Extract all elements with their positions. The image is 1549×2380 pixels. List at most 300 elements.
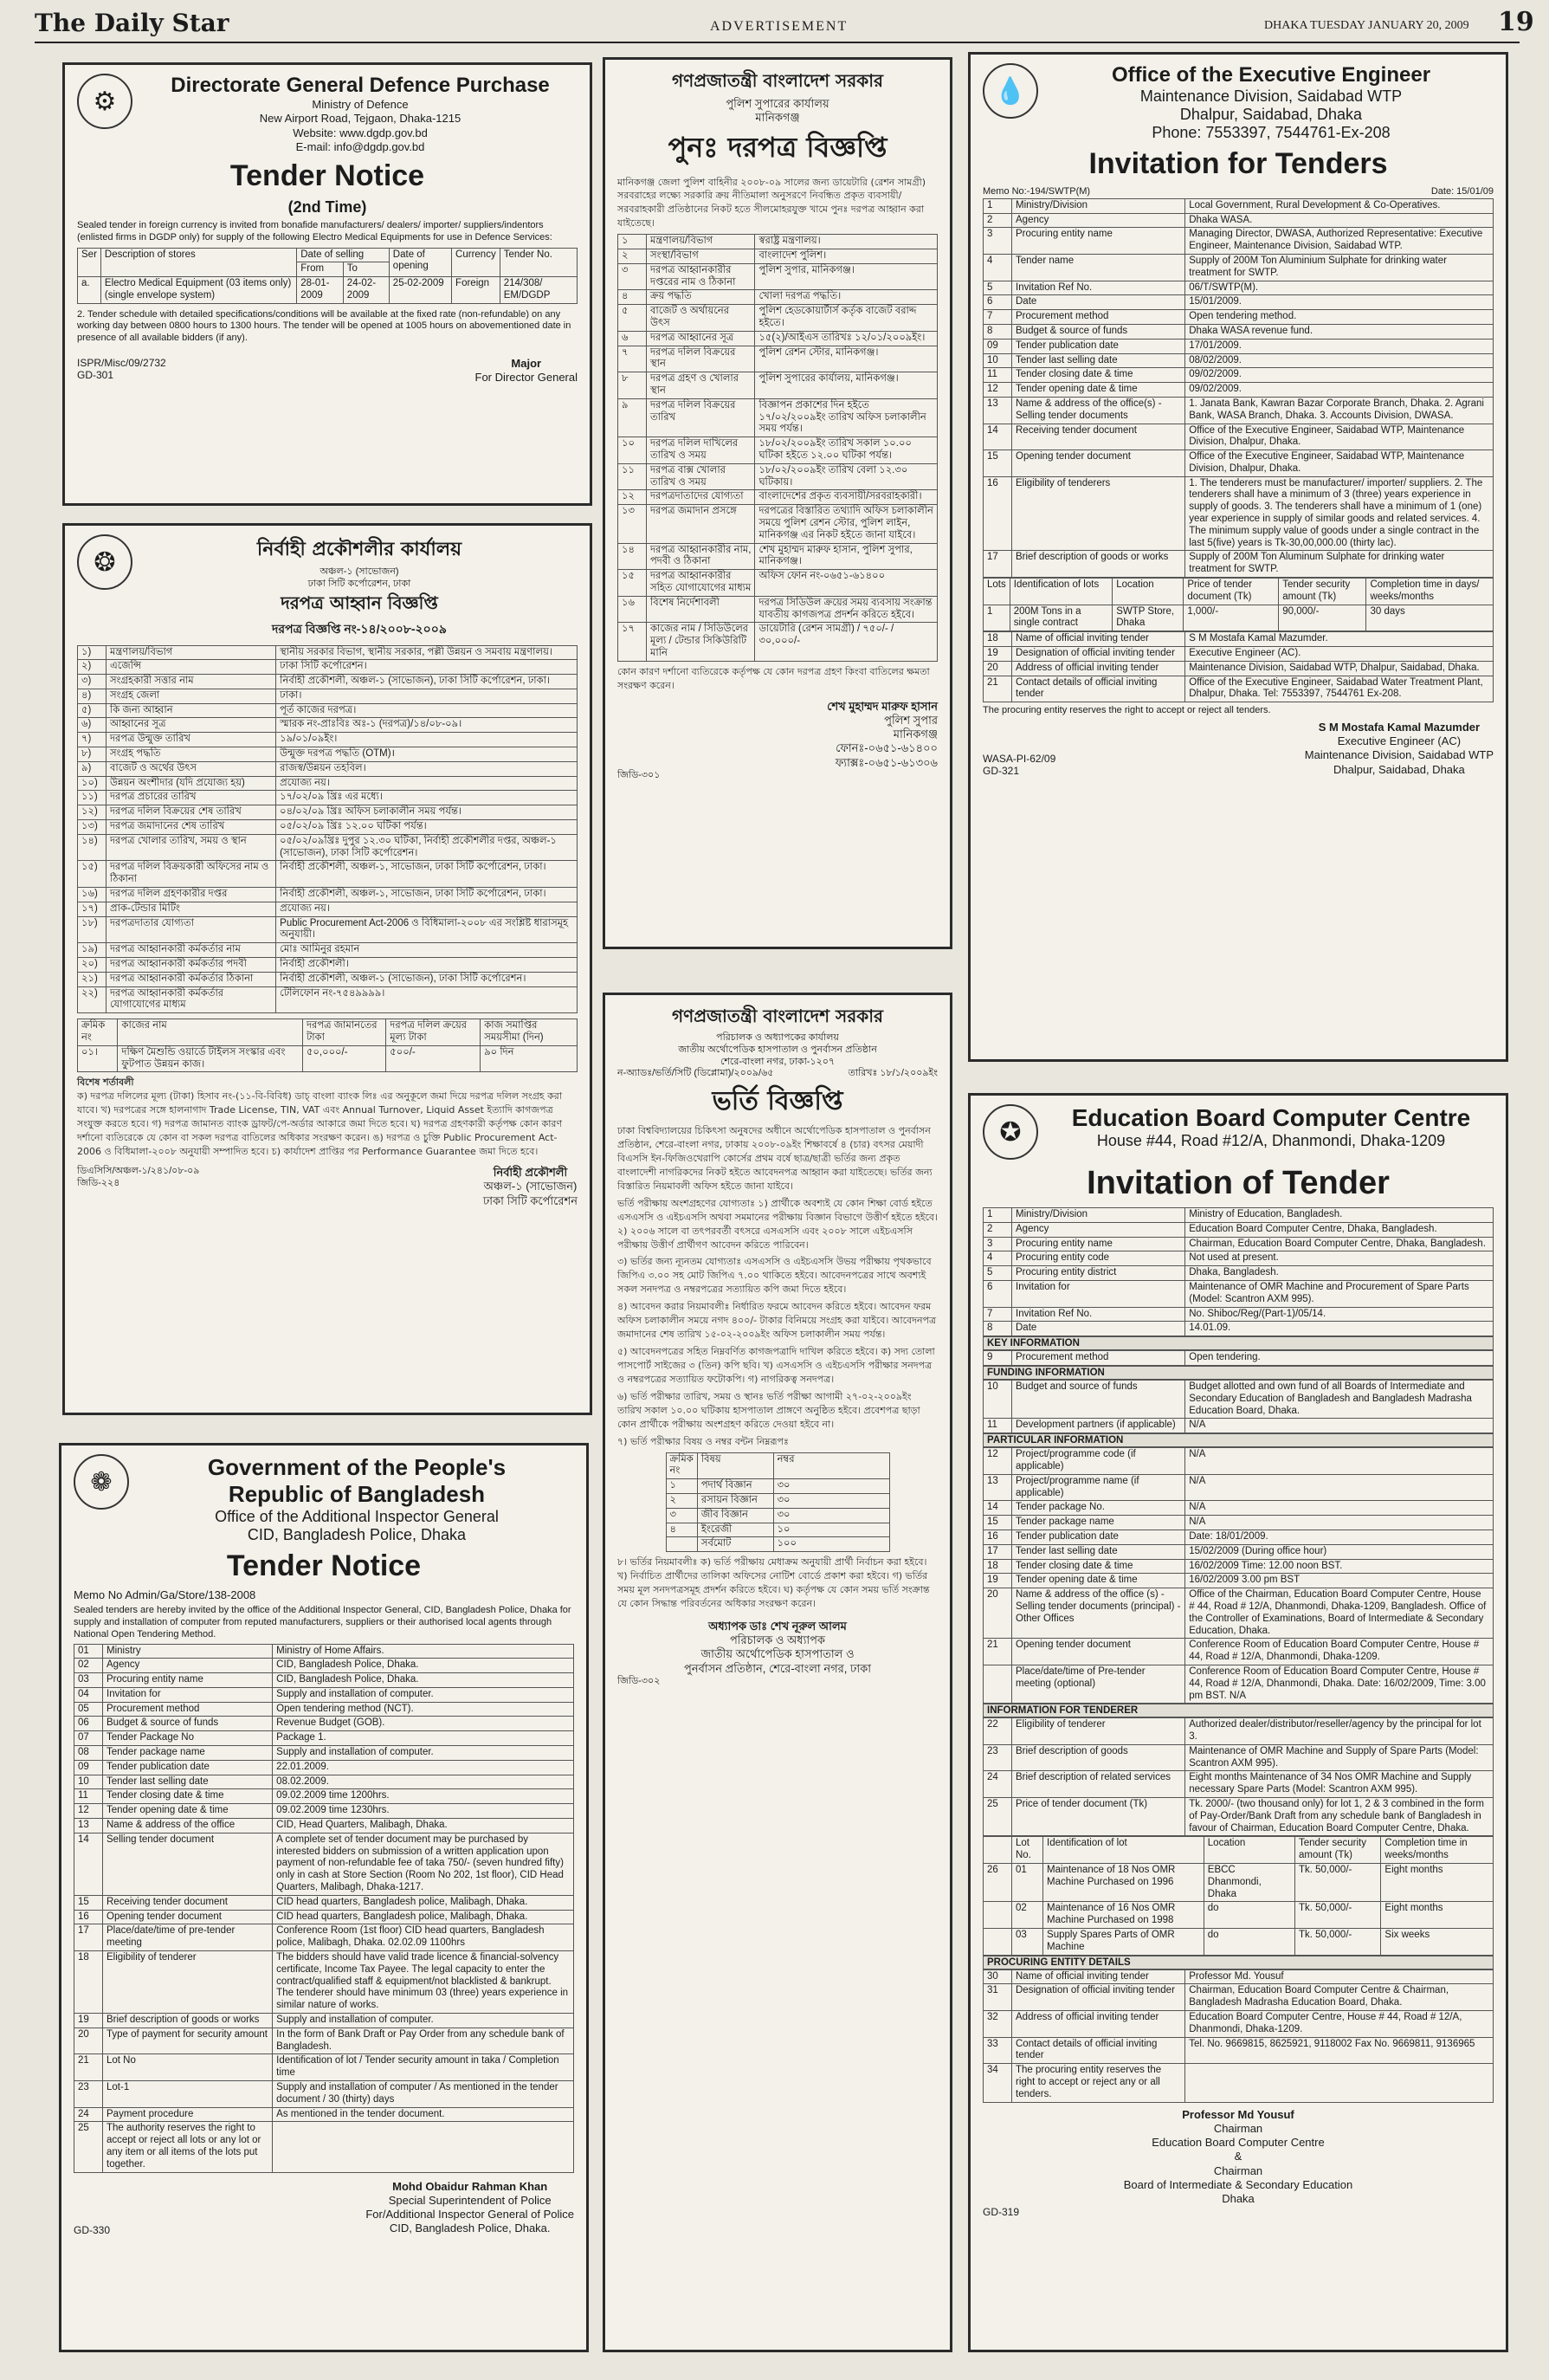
cell: প্রযোজ্য নয়।: [276, 902, 578, 916]
cell: শেখ মুহাম্মদ মারুফ হাসান, পুলিশ সুপার, মানিকগঞ্জ।: [755, 543, 938, 570]
cell: 20: [984, 661, 1012, 676]
hospital-admission-notice: [603, 993, 952, 2352]
cell: Tender closing date & time: [1012, 368, 1185, 383]
table-row: [74, 2054, 574, 2081]
cell: 9: [984, 1351, 1012, 1366]
table-row: [984, 1237, 1494, 1251]
cell: 2: [984, 1222, 1012, 1237]
table-row: [984, 1351, 1494, 1366]
cell: ডায়েটারি (রেশন সামগ্রী) / ৭৫০/- / ৩০,০০০/-: [755, 623, 938, 661]
cell: 16/02/2009 3.00 pm BST: [1185, 1574, 1494, 1588]
cell: CID, Bangladesh Police, Dhaka.: [273, 1673, 574, 1688]
table-row: [618, 505, 938, 543]
col-header: Location: [1204, 1837, 1294, 1864]
hospital-section: ৬) ভর্তি পরীক্ষার তারিখ, সময় ও স্থানঃ ভর্তি পরীক্ষা আগামী ২৭-০২-২০০৯ইং তারিখ সকাল ১০.০০ ঘটিকায় হাসপাতাল প্রাঙ্গণে অনুষ্ঠিত হইবে। প্রবেশপত্র ছাড়া কোন প্রার্থীকে পরীক্ষায় অংশগ্রহণ করিতে দেওয়া হইবে না।: [617, 1390, 920, 1430]
cell: Tender package name: [1012, 1516, 1185, 1530]
table-row: [74, 2081, 574, 2108]
cell: ২২): [78, 986, 106, 1013]
dgdp-line: Website: www.dgdp.gov.bd: [293, 126, 428, 139]
wasa-title: Office of the Executive Engineer: [1111, 63, 1431, 87]
cell: Tk. 50,000/-: [1294, 1929, 1380, 1956]
table-row: [984, 632, 1494, 647]
table-row: [78, 834, 578, 861]
govt-emblem-icon: ❁: [74, 1454, 129, 1510]
cell: 8: [984, 1322, 1012, 1336]
table-row: [78, 820, 578, 835]
cell: 06: [74, 1717, 103, 1731]
cell: Invitation Ref No.: [1012, 1307, 1185, 1322]
table-row: [618, 331, 938, 346]
table-row: [78, 943, 578, 958]
ebcc-code: GD-319: [983, 2206, 1020, 2219]
cell: ১১: [618, 463, 647, 490]
cell: Supply and installation of computer.: [273, 2014, 574, 2028]
table-row: [984, 324, 1494, 339]
cell: Procuring entity name: [103, 1673, 273, 1688]
cell: 31: [984, 1984, 1012, 2011]
col-header: To: [343, 262, 389, 277]
cell: 14: [74, 1833, 103, 1895]
wasa-ref: WASA-PI-62/09: [983, 752, 1056, 765]
cell: দরপত্র প্রচারের তারিখ: [106, 791, 276, 805]
cell: Ministry/Division: [1012, 1208, 1185, 1223]
cell: ০৪/০২/০৯ খ্রিঃ অফিস চলাকালীন সময় পর্যন্ত।: [276, 805, 578, 820]
dcc-title: নির্বাহী প্রকৌশলীর কার্যালয়: [256, 539, 462, 560]
cell: Tender name: [1012, 254, 1185, 281]
ebcc-heading: Invitation of Tender: [1087, 1165, 1390, 1201]
police-signer: শেখ মুহাম্মদ মারুফ হাসান: [827, 699, 938, 713]
cell: do: [1204, 1929, 1294, 1956]
cell: Eight months: [1381, 1902, 1494, 1929]
cell: Open tendering method (NCT).: [273, 1702, 574, 1717]
col-header: Completion time in weeks/months: [1381, 1837, 1494, 1864]
cell: ১৫): [78, 861, 106, 888]
cell: সংগ্রহ পদ্ধতি: [106, 747, 276, 762]
cell: Procuring entity district: [1012, 1266, 1185, 1281]
cell: 19: [984, 647, 1012, 662]
cell: দরপত্র আহ্বানকারীর নাম, পদবী ও ঠিকানা: [647, 543, 755, 570]
cell: ২: [618, 249, 647, 264]
table-row: [984, 450, 1494, 477]
cell: 23: [984, 1744, 1012, 1771]
table-row: [984, 1744, 1494, 1771]
cell: 09: [984, 339, 1012, 353]
cell: 09.02.2009 time 1200hrs.: [273, 1789, 574, 1804]
cell: Tender package name: [103, 1746, 273, 1761]
cell: Procurement method: [1012, 1351, 1185, 1366]
cell: 16: [74, 1910, 103, 1924]
table-row: [78, 776, 578, 791]
col-header: বিষয়: [697, 1452, 773, 1479]
cell: কাজের নাম / সিডিউলের মূল্য / টেন্ডার সিকিউরিটি মানি: [647, 623, 755, 661]
cell: Executive Engineer (AC).: [1185, 647, 1494, 662]
cell: ৪: [618, 290, 647, 305]
cell: 17: [74, 1924, 103, 1951]
cell: 08.02.2009.: [273, 1775, 574, 1789]
table-row: [984, 1771, 1494, 1798]
table-row: [984, 1559, 1494, 1574]
cell: 214/308/ EM/DGDP: [500, 277, 577, 304]
cell: সংগ্রহকারী সত্তার নাম: [106, 675, 276, 689]
cell: Name & address of the office: [103, 1819, 273, 1834]
cell: Supply of 200M Ton Aluminum Sulphate for drinking water treatment for SWTP.: [1185, 551, 1494, 578]
table-row: [78, 718, 578, 733]
cell: 09.02.2009 time 1230hrs.: [273, 1804, 574, 1819]
wasa-signer-line: Dhalpur, Saidabad, Dhaka: [1333, 762, 1465, 776]
cell: 18: [74, 1951, 103, 2014]
cell: 1: [984, 1208, 1012, 1223]
cell: সংস্থা/বিভাগ: [647, 249, 755, 264]
cell: Date: [1012, 1322, 1185, 1336]
cell: 25: [984, 1798, 1012, 1836]
hospital-ref: ন-অ্যাডঃ/ভর্তি/সিটি (ডিপ্লোমা)/২০০৯/৬৫: [617, 1068, 774, 1079]
table-row: [78, 660, 578, 675]
cell: ৬: [618, 331, 647, 346]
cell: দরপত্র দলিল বিক্রয়ের শেষ তারিখ: [106, 805, 276, 820]
table-row: [984, 1501, 1494, 1516]
cell: Education Board Computer Centre, Dhaka, Bangladesh.: [1185, 1222, 1494, 1237]
cell: Chairman, Education Board Computer Centre, Dhaka, Bangladesh.: [1185, 1237, 1494, 1251]
hospital-heading: ভর্তি বিজ্ঞপ্তি: [712, 1086, 843, 1116]
cid-sub2: CID, Bangladesh Police, Dhaka: [247, 1526, 467, 1543]
wasa-signer: S M Mostafa Kamal Mazumder: [1318, 720, 1481, 734]
cell: Budget & source of funds: [1012, 324, 1185, 339]
cell: ০৫/০২/০৯ খ্রিঃ ১২.০০ ঘটিকা পর্যন্ত।: [276, 820, 578, 835]
section-title: PARTICULAR INFORMATION: [983, 1433, 1494, 1447]
cell: ২১): [78, 972, 106, 986]
table-row: [618, 372, 938, 399]
cell: 14.01.09.: [1185, 1322, 1494, 1336]
cell: Ministry/Division: [1012, 198, 1185, 213]
cell: স্থানীয় সরকার বিভাগ, স্থানীয় সরকার, পল্লী উন্নয়ন ও সমবায় মন্ত্রণালয়।: [276, 645, 578, 660]
hospital-signer: অধ্যাপক ডাঃ শেখ নূরুল আলম: [708, 1619, 847, 1633]
table-row: [78, 761, 578, 776]
cell: 6: [984, 1280, 1012, 1307]
dcc-ref: দরপত্র বিজ্ঞপ্তি নং-১৪/২০০৮-২০০৯: [272, 621, 447, 636]
dcc-signer-line: ঢাকা সিটি কর্পোরেশন: [482, 1193, 578, 1207]
table-row: [984, 1516, 1494, 1530]
table-row: [618, 623, 938, 661]
cell: দরপত্রের বিস্তারিত তথ্যাদি অফিস চলাকালীন সময়ে পুলিশ রেশন স্টোর, পুলিশ লাইন, মানিকগঞ্জ এর নিকট হইতে জানা যাইবে।: [755, 505, 938, 543]
cell: ১২: [618, 490, 647, 505]
table-row: [618, 346, 938, 372]
cell: 24-02-2009: [343, 277, 389, 304]
table-row: [984, 1588, 1494, 1639]
cell: ৯: [618, 398, 647, 437]
cid-tender-notice: [59, 1443, 589, 2352]
cell: Brief description of goods or works: [1012, 551, 1185, 578]
table-row: [984, 1798, 1494, 1836]
cell: Office of the Executive Engineer, Saidabad WTP, Maintenance Division, Dhalpur, Dhaka.: [1185, 450, 1494, 477]
cell: Supply and installation of computer.: [273, 1746, 574, 1761]
col-header: Location: [1113, 579, 1184, 605]
table-row: [984, 1929, 1494, 1956]
cell: 8: [984, 324, 1012, 339]
cell: a.: [78, 277, 101, 304]
cell: বাজেট ও অর্থায়নের উৎস: [647, 305, 755, 332]
police-heading: পুনঃ দরপত্র বিজ্ঞপ্তি: [668, 130, 887, 164]
wasa-code: GD-321: [983, 764, 1020, 777]
cell: ৩: [618, 263, 647, 290]
cell: Invitation Ref No.: [1012, 281, 1185, 295]
cid-code: GD-330: [74, 2223, 111, 2236]
cell: নির্বাহী প্রকৌশলী, অঞ্চল-১ (সাভোজন), ঢাকা সিটি কর্পোরেশন, ঢাকা।: [276, 675, 578, 689]
cell: N/A: [1185, 1419, 1494, 1433]
table-row: [984, 1380, 1494, 1418]
cell: Education Board Computer Centre, House # 44, Road # 12/A, Dhanmondi, Dhaka-1209.: [1185, 2011, 1494, 2038]
wasa-signer-line: Executive Engineer (AC): [1337, 734, 1462, 748]
table-row: [984, 1222, 1494, 1237]
cell: ৪: [666, 1523, 697, 1537]
cell: মোঃ আমিনুর রহমান: [276, 943, 578, 958]
cell: Revenue Budget (GOB).: [273, 1717, 574, 1731]
cell: 24: [74, 2107, 103, 2122]
cell: Procurement method: [1012, 310, 1185, 325]
cell: 07: [74, 1731, 103, 1746]
cell: 15/02/2009 (During office hour): [1185, 1544, 1494, 1559]
cell: বাংলাদেশ পুলিশ।: [755, 249, 938, 264]
police-intro: মানিকগঞ্জ জেলা পুলিশ বাহিনীর ২০০৮-০৯ সালের জন্য ডায়েটারি (রেশন সামগ্রী) সরবরাহের লক্ষ্যে সরকারি ক্রয় নীতিমালা অনুসরণে নিবন্ধিত প্রকৃত ব্যবসায়ী/সরবরাহকারী প্রতিষ্ঠানের নিকট হতে সীলমোহরযুক্ত খামে পুনঃ দরপত্র আহ্বান করা যাইতেছে।: [617, 176, 926, 230]
section-title: FUNDING INFORMATION: [983, 1366, 1494, 1380]
wasa-official-table: [983, 631, 1494, 702]
cell: দরপত্র আহ্বানকারী কর্মকর্তার যোগাযোগের মাধ্যম: [106, 986, 276, 1013]
cell: Tk. 50,000/-: [1294, 1864, 1380, 1902]
table-row: [74, 1659, 574, 1673]
table-row: [618, 398, 938, 437]
cell: 13: [74, 1819, 103, 1834]
cell: 14: [984, 1501, 1012, 1516]
cell: Lot-1: [103, 2081, 273, 2108]
cell: দরপত্র আহ্বানকারী কর্মকর্তার ঠিকানা: [106, 972, 276, 986]
cell: Budget and source of funds: [1012, 1380, 1185, 1418]
ebcc-signer: Professor Md Yousuf: [1182, 2107, 1294, 2121]
cell: দরপত্র উন্মুক্ত তারিখ: [106, 733, 276, 747]
hospital-signer-line: পুনর্বাসন প্রতিষ্ঠান, শেরে-বাংলা নগর, ঢাকা: [684, 1661, 871, 1675]
table-row: [984, 1322, 1494, 1336]
table-row: [984, 383, 1494, 398]
cell: ১): [78, 645, 106, 660]
cell: Budget & source of funds: [103, 1717, 273, 1731]
cell: 18: [984, 632, 1012, 647]
wasa-signer-line: Maintenance Division, Saidabad WTP: [1304, 748, 1494, 762]
dcc-tender-notice: [62, 523, 592, 1415]
table-row: [984, 1984, 1494, 2011]
table-row: [74, 1804, 574, 1819]
table-row: [984, 1718, 1494, 1745]
table-row: [618, 596, 938, 623]
cell: ১৭/০২/০৯ খ্রিঃ এর মধ্যে।: [276, 791, 578, 805]
cell: 03: [74, 1673, 103, 1688]
dcc-sub: ঢাকা সিটি কর্পোরেশন, ঢাকা: [307, 578, 411, 589]
cell: 22: [984, 1718, 1012, 1745]
dgdp-title: Directorate General Defence Purchase: [171, 74, 550, 97]
table-row: [984, 2037, 1494, 2064]
table-row: [78, 791, 578, 805]
table-row: [78, 675, 578, 689]
cell: ০৫/০২/০৯খ্রিঃ দুপুর ১২.৩০ ঘটিকা, নির্বাহী প্রকৌশলীর দপ্তর, অঞ্চল-১ (সাভোজন), ঢাকা সিটি কর্পোরেশন।: [276, 834, 578, 861]
cell: 33: [984, 2037, 1012, 2064]
ebcc-key-table: [983, 1350, 1494, 1366]
cell: ৩): [78, 675, 106, 689]
table-row: [984, 228, 1494, 255]
cell: In the form of Bank Draft or Pay Order from any schedule bank of Bangladesh.: [273, 2028, 574, 2054]
table-row: [984, 1448, 1494, 1475]
cell: 12: [74, 1804, 103, 1819]
cell: দরপত্র দলিল দাখিলের তারিখ ও সময়: [647, 437, 755, 464]
ebcc-fund-table: [983, 1380, 1494, 1433]
cell: Name of official inviting tender: [1012, 1969, 1185, 1984]
cell: As mentioned in the tender document.: [273, 2107, 574, 2122]
cell: ৫০,০০০/-: [302, 1045, 385, 1072]
cell: দরপত্রদাতাদের যোগ্যতা: [647, 490, 755, 505]
col-header: Lot No.: [1012, 1837, 1043, 1864]
cell: 01: [1012, 1864, 1043, 1902]
cid-signer-line: For/Additional Inspector General of Police: [365, 2208, 574, 2222]
cell: Ministry: [103, 1644, 273, 1659]
cell: Tender publication date: [1012, 339, 1185, 353]
cell: 1. The tenderers must be manufacturer/ importer/ suppliers. 2. The tenderers shall have a minimum of 3 (three) years experience in supply of goods. 3. The tenderers shall have a minimum of 1 (one) year experience in supply of similar goods and related services. 4. The minimum supply value of goods under a single contract in the last 5(five) years is Tk-30,00,000.00 (thirty lac).: [1185, 476, 1494, 551]
cell: 1: [984, 605, 1010, 631]
cell: Open tendering method.: [1185, 310, 1494, 325]
dcc-signer-line: অঞ্চল-১ (সাভোজন): [483, 1180, 578, 1193]
cell: 28-01-2009: [297, 277, 344, 304]
cell: ৮): [78, 747, 106, 762]
cell: The authority reserves the right to accept or reject all lots or any lot or any item or all items of the lots put together.: [103, 2122, 273, 2172]
cell: রাজস্ব/উন্নয়ন তহবিল।: [276, 761, 578, 776]
dgdp-line: Ministry of Defence: [312, 98, 409, 111]
cell: খোলা দরপত্র পদ্ধতি।: [755, 290, 938, 305]
wasa-lot-table: [983, 578, 1494, 631]
cell: CID, Head Quarters, Malibagh, Dhaka.: [273, 1819, 574, 1834]
cell: 15: [74, 1895, 103, 1910]
cell: ১৬: [618, 596, 647, 623]
cell: Opening tender document: [1012, 450, 1185, 477]
cell: 6: [984, 295, 1012, 310]
cell: উন্মুক্ত দরপত্র পদ্ধতি (OTM)।: [276, 747, 578, 762]
cell: Procurement method: [103, 1702, 273, 1717]
cell: Maintenance of OMR Machine and Supply of Spare Parts (Model: Scantron AXM 995).: [1185, 1744, 1494, 1771]
cell: স্বরাষ্ট্র মন্ত্রণালয়।: [755, 235, 938, 249]
cell: নির্বাহী প্রকৌশলী, অঞ্চল-১, সাভোজন, ঢাকা সিটি কর্পোরেশন, ঢাকা।: [276, 888, 578, 902]
wasa-memo: Memo No:-194/SWTP(M): [983, 186, 1091, 197]
cell: পুলিশ হেডকোয়ার্টার্স কর্তৃক বাজেট বরাদ্দ হইতে।: [755, 305, 938, 332]
cell: 09: [74, 1760, 103, 1775]
cell: 11: [984, 368, 1012, 383]
table-row: [984, 353, 1494, 368]
cell: Conference Room of Education Board Computer Centre, House # 44, Road # 12/A, Dhanmondi, Dhaka-1209.: [1185, 1639, 1494, 1665]
cid-intro: Sealed tenders are hereby invited by the office of the Additional Inspector General, CID, Bangladesh Police, Dhaka for supply and installation of computer from reputed manufacturers, suppliers or their authorised local agents through National Open Tendering Method.: [74, 1605, 571, 1639]
cell: দক্ষিণ মৈশুন্ডি ওয়ার্ডে টাইলস সংস্কার এবং ফুটপাত উন্নয়ন কাজ।: [118, 1045, 303, 1072]
cell: Tender publication date: [103, 1760, 273, 1775]
cell: [984, 1665, 1012, 1703]
hospital-section: ৭) ভর্তি পরীক্ষার বিষয় ও নম্বর বন্টন নিম্নরূপঃ: [617, 1435, 789, 1447]
cell: ১: [618, 235, 647, 249]
table-row: [984, 1544, 1494, 1559]
cell: Tender opening date & time: [1012, 1574, 1185, 1588]
cell: 01: [74, 1644, 103, 1659]
cell: 13: [984, 1474, 1012, 1501]
cell: ১০): [78, 776, 106, 791]
cell: Date: 18/01/2009.: [1185, 1530, 1494, 1544]
dcc-emblem-icon: ❂: [77, 534, 132, 590]
table-row: [78, 747, 578, 762]
cell: Brief description of related services: [1012, 1771, 1185, 1798]
table-row: [984, 605, 1494, 631]
cell: Tender last selling date: [1012, 353, 1185, 368]
cell: Date: [1012, 295, 1185, 310]
ebcc-signer-line: Education Board Computer Centre: [1152, 2136, 1325, 2150]
table-row: [984, 310, 1494, 325]
table-row: [984, 551, 1494, 578]
police-signer-line: ফ্যাক্সঃ-০৬৫১-৬১৩০৬: [835, 755, 938, 769]
cell: N/A: [1185, 1501, 1494, 1516]
cell: দরপত্র দলিল বিক্রয়ের তারিখ: [647, 398, 755, 437]
cell: Agency: [1012, 1222, 1185, 1237]
dgdp-table: [77, 248, 578, 304]
cell: Open tendering.: [1185, 1351, 1494, 1366]
cell: CID, Bangladesh Police, Dhaka.: [273, 1659, 574, 1673]
wasa-invitation-for-tenders: [968, 52, 1508, 1062]
cell: The bidders should have valid trade licence & financial-solvency certificate, Income Tax Payee. The legal capacity to enter the contract/qualified staff & equipment/not blacklisted & bankrupt. The tenderer should have minimum 03 (three) years experience in similar nature of works.: [273, 1951, 574, 2014]
col-header: Price of tender document (Tk): [1184, 579, 1279, 605]
table-row: [984, 368, 1494, 383]
dcc-signer: নির্বাহী প্রকৌশলী: [493, 1166, 568, 1180]
cell: 08/02/2009.: [1185, 353, 1494, 368]
hospital-sub: পরিচালক ও অধ্যাপকের কার্যালয়: [716, 1032, 839, 1043]
cell: কি জন্য আহ্বান: [106, 703, 276, 718]
cell: 16: [984, 476, 1012, 551]
hospital-sub: জাতীয় অর্থোপেডিক হাসপাতাল ও পুনর্বাসন প্রতিষ্ঠান: [678, 1044, 877, 1055]
cell: N/A: [1185, 1516, 1494, 1530]
cell: নির্বাহী প্রকৌশলী, অঞ্চল-১, সাভোজন, ঢাকা সিটি কর্পোরেশন, ঢাকা।: [276, 861, 578, 888]
cell: দরপত্র জমাদানের শেষ তারিখ: [106, 820, 276, 835]
cell: 21: [984, 676, 1012, 702]
table-row: [984, 476, 1494, 551]
table-row: [78, 888, 578, 902]
dgdp-code: GD-301: [77, 368, 114, 381]
table-row: [666, 1508, 889, 1523]
cell: অফিস ফোন নং-০৬৫১-৬১৪০০: [755, 570, 938, 597]
cell: Eligibility of tenderer: [103, 1951, 273, 2014]
section-title: INFORMATION FOR TENDERER: [983, 1704, 1494, 1717]
cell: ৯): [78, 761, 106, 776]
cell: পুলিশ সুপার, মানিকগঞ্জ।: [755, 263, 938, 290]
table-row: [618, 490, 938, 505]
section-label: ADVERTISEMENT: [710, 19, 849, 34]
cell: 09/02/2009.: [1185, 368, 1494, 383]
cell: Dhaka WASA.: [1185, 213, 1494, 228]
dcc-conditions: ক) দরপত্র দলিলের মূল্য (টাকা) হিসাব নং-(১১-বি-বিবিধ) ডাচ্ বাংলা ব্যাংক লিঃ এর অনুকূলে জমা দিয়ে দরপত্র দলিল সংগ্রহ করা যাবে। খ) দরপত্রের সঙ্গে হালনাগাদ Trade License, TIN, VAT এবং Annual Turnover, Liquid Asset ইত্যাদি কাগজপত্র সংযুক্ত করতে হবে। গ) দরপত্র জামানত ব্যাংক ড্রাফট/পে-অর্ডার আকারে জমা দিতে হবে। ঘ) দরপত্র গ্রহণকারী কর্তৃপক্ষ কোন কারণ দর্শানো ব্যতিরেকে যে কোন বা সকল দরপত্র বাতিলের অধিকার সংরক্ষণ করেন। ঙ) দরপত্র ও চুক্তি Public Procurement Act-2006 ও বিধিমালা-২০০৮ অনুযায়ী সম্পাদিত হবে। চ) কার্যাদেশ প্রাপ্তির পর Performance Guarantee জমা দিতে হবে।: [77, 1090, 563, 1158]
table-row: [78, 958, 578, 973]
hospital-tail: ৮। ভর্তির নিয়মাবলীঃ ক) ভর্তি পরীক্ষায় মেধাক্রম অনুযায়ী প্রার্থী নির্বাচন করা হইবে। খ) নির্বাচিত প্রার্থীদের তালিকা অফিসের নোটিশ বোর্ডে প্রকাশ করা হইবে। গ) ভর্তির সময় মূল সনদপত্রসমূহ প্রদর্শন করিতে হইবে। ঘ) কর্তৃপক্ষ যে কোন সময় ভর্তি সংক্রান্ত যে কোন সিদ্ধান্ত পরিবর্তনের অধিকার সংরক্ষণ করেন।: [617, 1556, 930, 1610]
table-row: [74, 1775, 574, 1789]
cell: 200M Tons in a single contract: [1010, 605, 1112, 631]
table-row: [984, 1574, 1494, 1588]
table-row: [984, 1969, 1494, 1984]
cell: Address of official inviting tender: [1012, 2011, 1185, 2038]
cell: টেলিফোন নং-৭৫৪৯৯৯৯।: [276, 986, 578, 1013]
col-header: নম্বর: [773, 1452, 889, 1479]
cid-title1: Government of the People's: [207, 1454, 507, 1480]
col-header: Tender security amount (Tk): [1294, 1837, 1380, 1864]
dgdp-heading: Tender Notice: [229, 159, 425, 192]
cell: ৩০: [773, 1479, 889, 1494]
cell: N/A: [1185, 1448, 1494, 1475]
cell: Maintenance of 18 Nos OMR Machine Purchased on 1996: [1043, 1864, 1204, 1902]
cell: do: [1204, 1902, 1294, 1929]
cell: Foreign: [452, 277, 500, 304]
table-row: [984, 1280, 1494, 1307]
